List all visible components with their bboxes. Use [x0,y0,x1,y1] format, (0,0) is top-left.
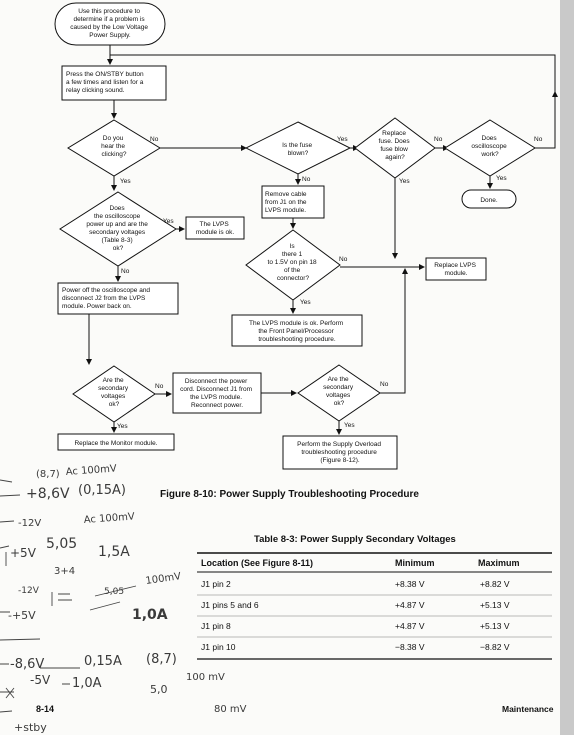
powerup-text: Does the oscilloscope power up and are the secondary voltages (Table 8-3) ok? [86,205,148,252]
no-label: No [434,136,443,143]
flowchart [55,3,555,469]
no-label: No [121,268,130,275]
handwritten-note: +5V [10,546,36,560]
table-cell-location: J1 pins 5 and 6 [201,600,259,610]
secondary-ok-text-2: Are the secondary voltages ok? [323,376,354,407]
no-label: No [534,136,543,143]
replace-fuse-text: Replace fuse. Does fuse blow again? [378,130,410,161]
table-row [201,621,510,631]
handwritten-note: 0,15A [84,654,122,669]
handwritten-note: +stby [14,721,47,734]
table-cell-location: J1 pin 10 [201,642,236,652]
no-label: No [155,383,164,390]
table-cell-maximum: −8.82 V [480,642,510,652]
handwritten-note: -8,6V [10,657,45,672]
handwritten-note: -12V [18,586,39,596]
table-header-minimum: Minimum [395,558,435,568]
no-label: No [339,256,348,263]
table-cell-maximum: +5.13 V [480,621,510,631]
handwritten-note: 1,0A [132,607,168,623]
yes-label: Yes [163,218,174,225]
table-cell-maximum: +5.13 V [480,600,510,610]
handwritten-note: +8,6V [26,486,70,502]
handwritten-note: (8,7) [36,469,60,480]
lvps-ok-text: The LVPS module is ok. [195,221,235,236]
lvps-ok-perform-text: The LVPS module is ok. Perform the Front Panel/Processor troubleshooting procedure. [249,320,344,343]
voltage-table [197,534,552,659]
table-cell-maximum: +8.82 V [480,579,510,589]
fuse-blown-text: Is the fuse blown? [282,142,313,157]
handwritten-note: 100 mV [186,672,225,683]
yes-label: Yes [337,136,348,143]
table-cell-minimum: +4.87 V [395,600,425,610]
pin18-text: Is there 1 to 1.5V on pin 18 of the connector? [267,243,317,282]
done-text: Done. [480,197,498,204]
yes-label: Yes [399,178,410,185]
handwritten-note: Ac 100mV [83,511,136,526]
page-edge [560,0,574,735]
table-row [201,579,510,589]
handwritten-note: (0,15A) [78,483,126,498]
page-number: 8-14 [36,704,55,714]
table-header-maximum: Maximum [478,558,520,568]
replace-lvps-text: Replace LVPS module. [434,262,476,277]
handwritten-note: -12V [18,518,42,529]
no-label: No [302,176,311,183]
start-text: Use this procedure to determine if a problem is caused by the Low Voltage Power Supply. [70,8,148,39]
no-label: No [150,136,159,143]
figure-caption: Figure 8-10: Power Supply Troubleshooting Procedure [160,489,419,500]
no-label: No [380,381,389,388]
yes-label: Yes [496,175,507,182]
handwritten-note: 1,0A [72,676,102,691]
yes-label: Yes [117,423,128,430]
table-cell-minimum: +8.38 V [395,579,425,589]
handwritten-note: 1,5A [98,544,130,560]
handwritten-note: Ac 100mV [65,463,118,478]
handwritten-note: -5V [30,673,51,687]
handwritten-notes [0,463,247,734]
press-button-text: Press the ON/STBY button a few times and listen for a relay clicking sound. [66,71,144,94]
replace-monitor-text: Replace the Monitor module. [74,440,158,447]
handwritten-note: 5,05 [104,587,125,597]
disconnect-power-text: Disconnect the power cord. Disconnect J1 from the LVPS module. Reconnect power. [180,378,253,409]
table-cell-location: J1 pin 8 [201,621,231,631]
section-name: Maintenance [502,704,554,714]
handwritten-note: (8,7) [146,652,177,667]
hear-clicking-text: Do you hear the clicking? [101,135,127,158]
handwritten-note: 100mV [144,571,182,587]
yes-label: Yes [300,299,311,306]
table-cell-minimum: +4.87 V [395,621,425,631]
table-cell-location: J1 pin 2 [201,579,231,589]
remove-cable-text: Remove cable from J1 on the LVPS module. [265,191,307,214]
perform-overload-text: Perform the Supply Overload troubleshooting procedure (Figure 8-12). [297,441,382,464]
table-row [201,642,510,652]
handwritten-note: -+5V [8,609,36,622]
secondary-ok-text-1: Are the secondary voltages ok? [98,377,129,408]
table-header-location: Location (See Figure 8-11) [201,558,314,568]
handwritten-note: 5,05 [46,536,78,552]
table-title: Table 8-3: Power Supply Secondary Voltages [254,534,456,545]
table-cell-minimum: −8.38 V [395,642,425,652]
handwritten-note: 5,0 [150,683,168,696]
yes-label: Yes [344,422,355,429]
handwritten-note: 80 mV [214,704,247,715]
yes-label: Yes [120,178,131,185]
table-row [201,600,510,610]
power-off-text: Power off the oscilloscope and disconnect J2 from the LVPS module. Power back on. [62,287,151,310]
scope-work-text: Does oscilloscope work? [471,135,507,158]
handwritten-note: 3+4 [54,566,76,577]
